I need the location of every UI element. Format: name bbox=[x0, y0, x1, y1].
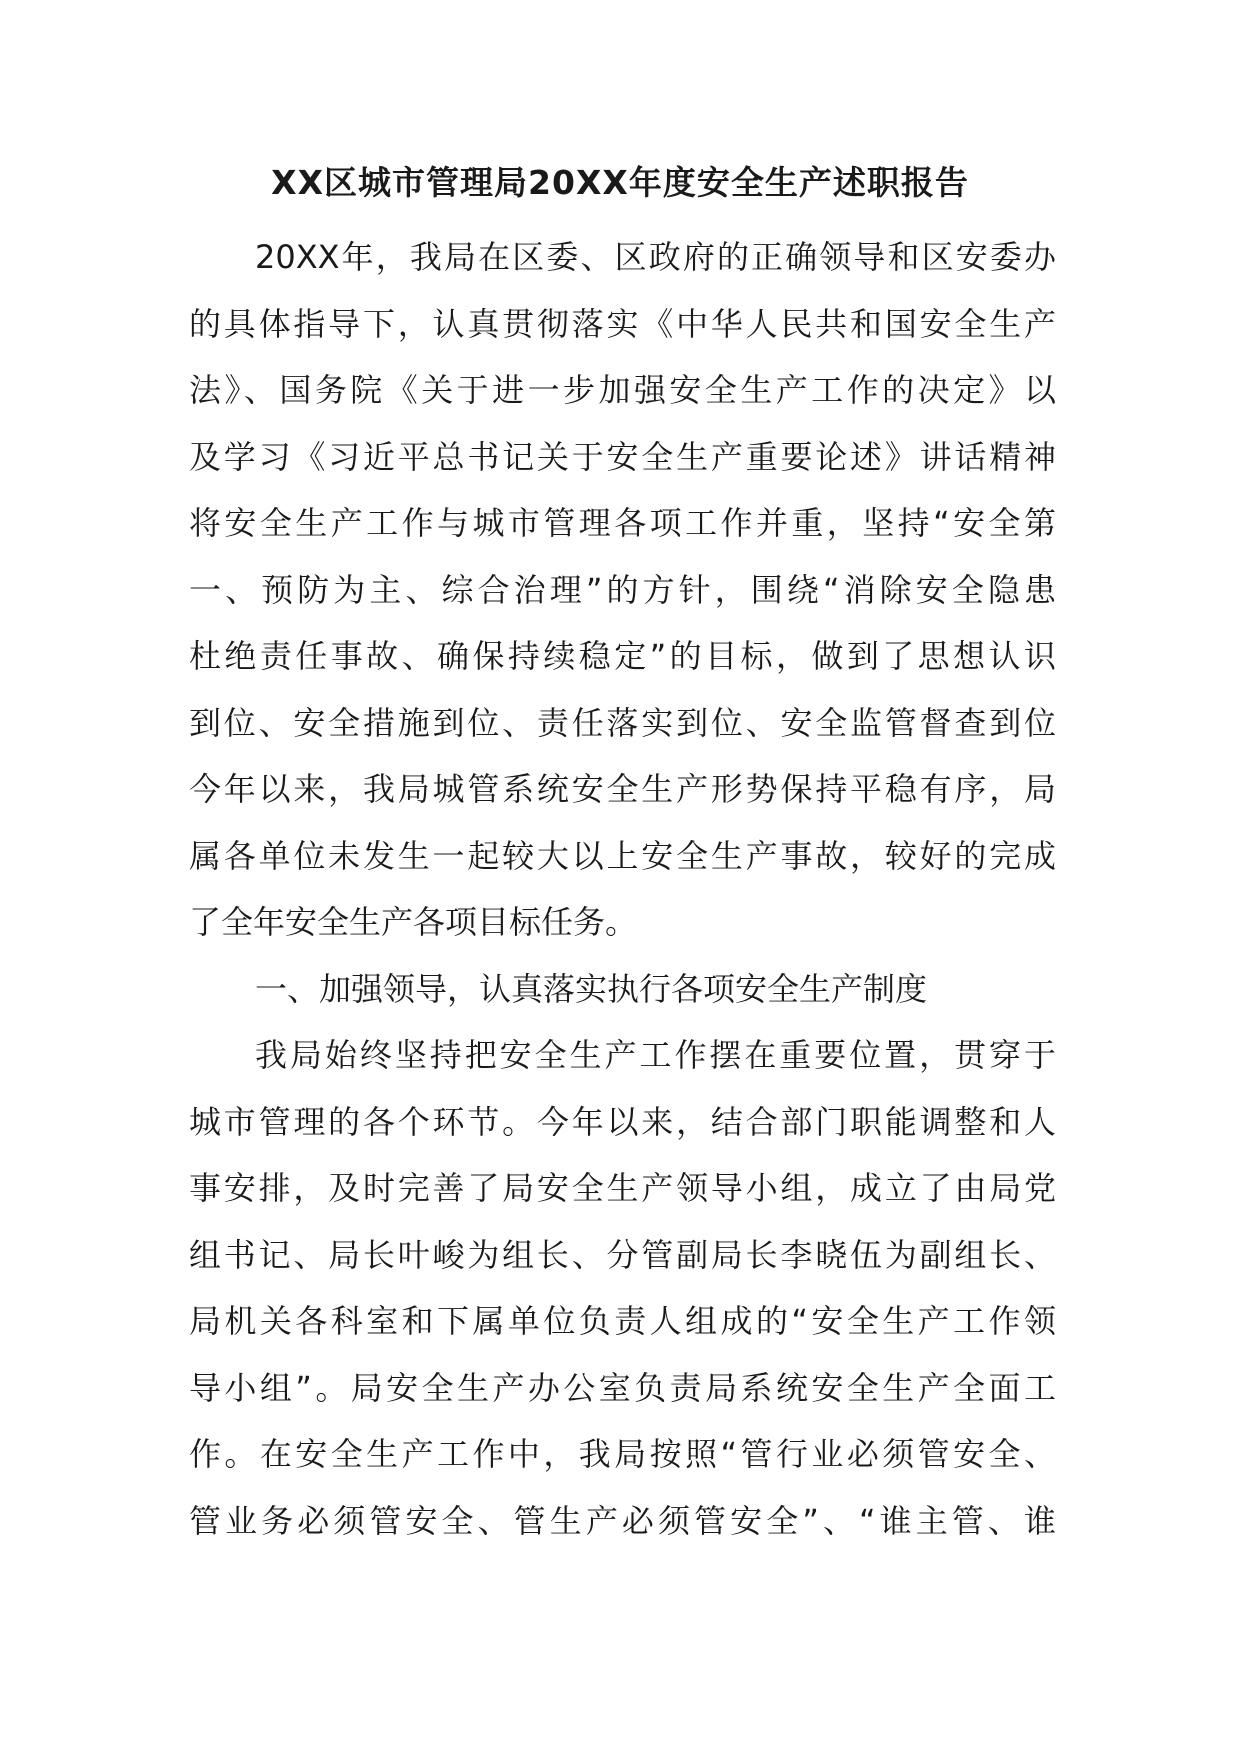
paragraph-line: 20XX年，我局在区委、区政府的正确领导和区安委办 bbox=[255, 238, 1056, 276]
paragraph-line: 及学习《习近平总书记关于安全生产重要论述》讲话精神 bbox=[189, 437, 1056, 476]
paragraph-line: 杜绝责任事故、确保持续稳定”的目标，做到了思想认识 bbox=[189, 637, 1056, 675]
paragraph-line: 属各单位未发生一起较大以上安全生产事故，较好的完成 bbox=[189, 836, 1056, 875]
paragraph-line: 城市管理的各个环节。今年以来，结合部门职能调整和人 bbox=[189, 1102, 1056, 1141]
paragraph-line: 组书记、局长叶峻为组长、分管副局长李晓伍为副组长、 bbox=[189, 1235, 1056, 1274]
paragraph-line: 将安全生产工作与城市管理各项工作并重，坚持“安全第 bbox=[189, 504, 1056, 542]
paragraph-line: 了全年安全生产各项目标任务。 bbox=[189, 903, 638, 941]
paragraph-line: 管业务必须管安全、管生产必须管安全”、“谁主管、谁 bbox=[189, 1501, 1056, 1540]
paragraph-line: 今年以来，我局城管系统安全生产形势保持平稳有序，局 bbox=[189, 770, 1056, 808]
paragraph-line: 导小组”。局安全生产办公室负责局系统安全生产全面工 bbox=[189, 1368, 1056, 1407]
paragraph-line: 法》、国务院《关于进一步加强安全生产工作的决定》以 bbox=[189, 371, 1056, 409]
paragraph-line: 的具体指导下，认真贯彻落实《中华人民共和国安全生产 bbox=[189, 304, 1056, 343]
paragraph-line: 到位、安全措施到位、责任落实到位、安全监管督查到位 bbox=[189, 703, 1056, 742]
document-body bbox=[189, 224, 1056, 1554]
paragraph-line: 我局始终坚持把安全生产工作摆在重要位置，贯穿于 bbox=[255, 1036, 1056, 1074]
paragraph-line: 局机关各科室和下属单位负责人组成的“安全生产工作领 bbox=[189, 1302, 1056, 1340]
document-title: XX区城市管理局20XX年度安全生产述职报告 bbox=[271, 163, 969, 202]
paragraph-line: 事安排，及时完善了局安全生产领导小组，成立了由局党 bbox=[189, 1169, 1056, 1207]
paragraph-line: 一、预防为主、综合治理”的方针，围绕“消除安全隐患 bbox=[189, 570, 1056, 609]
section-heading: 一、加强领导，认真落实执行各项安全生产制度 bbox=[255, 969, 928, 1008]
paragraph-line: 作。在安全生产工作中，我局按照“管行业必须管安全、 bbox=[189, 1435, 1056, 1473]
